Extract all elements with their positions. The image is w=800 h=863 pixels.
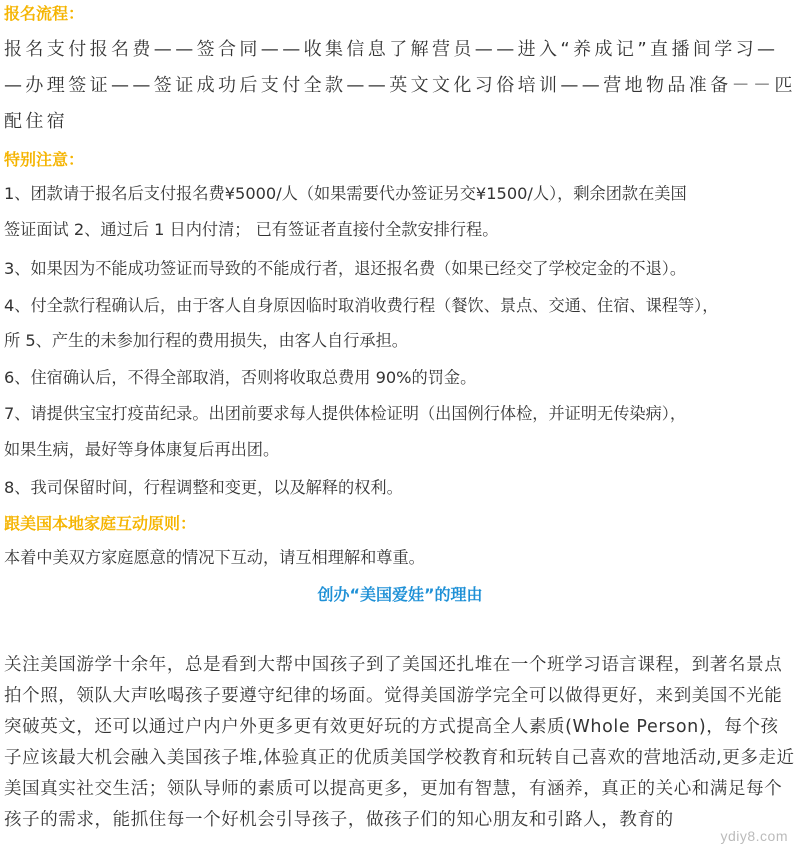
notice-line-6: 6、住宿确认后，不得全部取消，否则将收取总费用 90%的罚金。 xyxy=(4,368,477,387)
notice-line-2: 签证面试 2、通过后 1 日内付清； 已有签证者直接付全款安排行程。 xyxy=(4,220,499,239)
notice-line-7: 7、请提供宝宝打疫苗纪录。出团前要求每人提供体检证明（出国例行体检，并证明无传染病）， xyxy=(4,404,687,423)
process-line-2: —办理签证——签证成功后支付全款——英文文化习俗培训——营地物品准备－－匹 xyxy=(4,75,796,96)
reason-paragraph: 关注美国游学十余年，总是看到大帮中国孩子到了美国还扎堆在一个班学习语言课程，到著名景点拍个照，领队大声吆喝孩子要遵守纪律的场面。觉得美国游学完全可以做得更好，来到美国不光能突破英文，还可以通过户内户外更多更有效更好玩的方式提高全人素质(Whole Person)，每个孩子应该最大机会融入美国孩子堆,体验真正的优质美国学校教育和玩转自己喜欢的营地活动,更多走近美国真实社交生活；领队导师的素质可以提高更多，更加有智慧，有涵养，真正的关心和满足每个孩子的需求，能抓住每一个好机会引导孩子，做孩子们的知心朋友和引路人，教育的 xyxy=(4,655,795,830)
notice-line-9: 8、我司保留时间，行程调整和变更，以及解释的权利。 xyxy=(4,478,403,497)
notice-line-4: 4、付全款行程确认后，由于客人自身原因临时取消收费行程（餐饮、景点、交通、住宿、课程等）， xyxy=(4,296,719,315)
process-line-1: 报名支付报名费——签合同——收集信息了解营员——进入“养成记”直播间学习— xyxy=(4,39,779,60)
process-heading: 报名流程： xyxy=(4,4,85,23)
reason-title: 创办“美国爱娃”的理由 xyxy=(317,585,483,604)
notice-heading: 特别注意： xyxy=(4,150,85,169)
notice-line-5: 所 5、产生的未参加行程的费用损失，由客人自行承担。 xyxy=(4,331,408,350)
principle-text: 本着中美双方家庭愿意的情况下互动，请互相理解和尊重。 xyxy=(4,548,425,567)
watermark: ydiy8.com xyxy=(720,828,788,844)
principle-heading: 跟美国本地家庭互动原则： xyxy=(4,514,197,533)
notice-line-3: 3、如果因为不能成功签证而导致的不能成行者，退还报名费（如果已经交了学校定金的不退）。 xyxy=(4,259,687,278)
notice-line-1: 1、团款请于报名后支付报名费¥5000/人（如果需要代办签证另交¥1500/人），剩余团款在美国 xyxy=(4,184,687,203)
notice-line-8: 如果生病，最好等身体康复后再出团。 xyxy=(4,440,280,459)
process-line-3: 配住宿 xyxy=(4,111,69,132)
